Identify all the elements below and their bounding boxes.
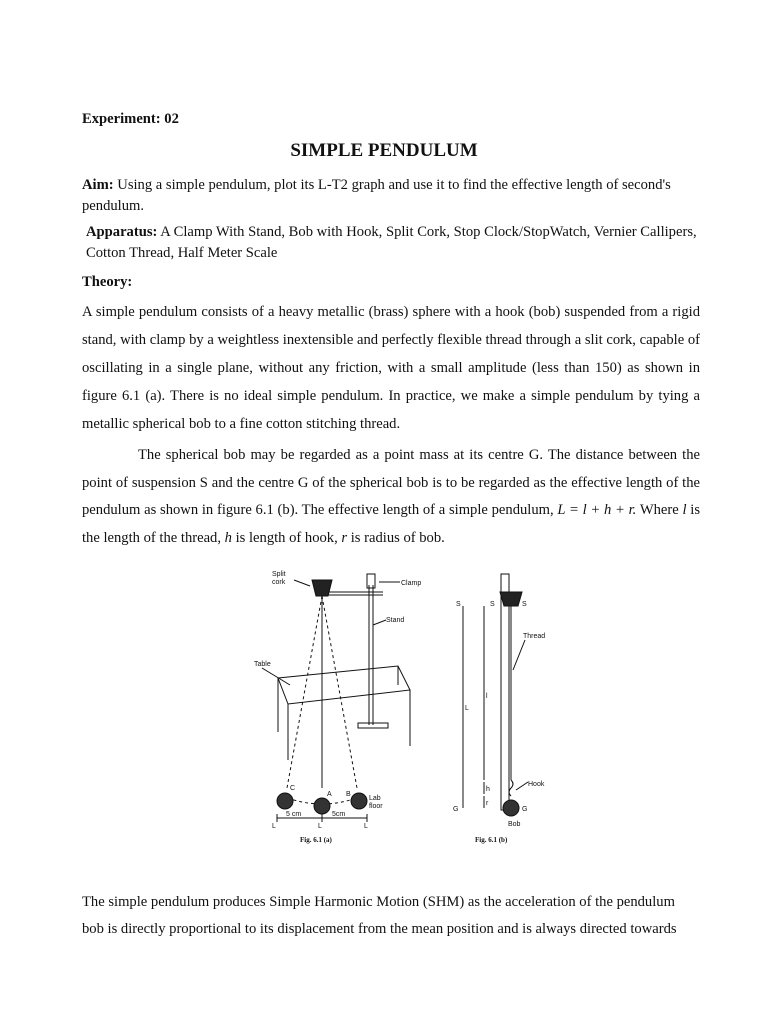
- label-c: C: [290, 785, 296, 792]
- label-s3: S: [522, 601, 527, 608]
- label-l1: L: [272, 823, 276, 830]
- para2-main: The spherical bob may be regarded as a point mass at its centre G. The distance between the point of suspension S and the centre G of the spherical bob is to be regarded as the effective length of the pendulum as shown in figure 6.1 (b). The effective length of a simple pendulum,: [82, 447, 700, 518]
- label-cork: cork: [272, 579, 286, 586]
- label-l2: L: [364, 823, 368, 830]
- label-table: Table: [254, 661, 271, 668]
- para2-l-desc: is the length of the thread,: [82, 502, 701, 546]
- bob-right: [351, 793, 367, 809]
- apparatus-text: A Clamp With Stand, Bob with Hook, Split Cork, Stop Clock/StopWatch, Vernier Callipers, Cotton Thread, Half Meter Scale: [86, 224, 697, 261]
- thread-left: [287, 596, 322, 788]
- thread-right: [322, 596, 357, 788]
- scale-bar: [501, 574, 509, 810]
- label-h: h: [486, 786, 490, 793]
- bob-left: [277, 793, 293, 809]
- label-g1: G: [453, 806, 459, 813]
- label-hook: Hook: [528, 781, 545, 788]
- cork-pointer: [294, 580, 310, 586]
- label-r: r: [486, 800, 489, 807]
- shm-paragraph: The simple pendulum produces Simple Harmonic Motion (SHM) as the acceleration of the pendulum bob is directly proportional to its displacement from the mean position and is always directed towards: [82, 894, 677, 937]
- cork-b: [500, 592, 522, 606]
- bob-b: [503, 800, 519, 816]
- apparatus-paragraph: [86, 222, 704, 264]
- caption-b: Fig. 6.1 (b): [475, 836, 508, 844]
- stand-pointer: [373, 620, 386, 625]
- table-pointer: [262, 668, 290, 685]
- experiment-number: Experiment: 02: [82, 111, 179, 127]
- label-l: L: [318, 823, 322, 830]
- page-title: SIMPLE PENDULUM: [290, 140, 478, 161]
- label-clamp: Clamp: [401, 580, 422, 587]
- label-lab: Lab: [369, 795, 381, 802]
- thread-pointer: [513, 640, 525, 670]
- para2-where: Where: [636, 502, 683, 518]
- caption-a: Fig. 6.1 (a): [300, 836, 332, 844]
- aim-text: Using a simple pendulum, plot its L-T2 graph and use it to find the effective length of second's pendulum.: [82, 177, 671, 214]
- theory-paragraph-2: [82, 442, 700, 552]
- aim-paragraph: [82, 175, 700, 217]
- theory-heading: Theory:: [82, 274, 133, 290]
- label-dist1: 5 cm: [286, 811, 302, 818]
- var-l: l: [682, 502, 687, 518]
- var-h: h: [224, 529, 232, 546]
- label-split: Split: [272, 571, 286, 578]
- label-floor: floor: [369, 803, 383, 810]
- label-dist2: 5cm: [332, 811, 346, 818]
- label-l-small: l: [486, 693, 488, 700]
- table-top: [278, 666, 410, 704]
- effective-length-formula: L = l + h + r.: [557, 502, 637, 518]
- label-s2: S: [490, 601, 495, 608]
- label-thread: Thread: [523, 633, 546, 640]
- hook-pointer: [516, 782, 528, 790]
- theory-paragraph-1: A simple pendulum consists of a heavy metallic (brass) sphere with a hook (bob) suspended from a rigid stand, with clamp by a weightless inextensible and perfectly flexible thread through a slit cork, capable of oscillating in a single plane, without any friction, with a small amplitude (less than 150) as shown in figure 6.1 (a). There is no ideal simple pendulum. In practice, we make a simple pendulum by tying a metallic spherical bob to a fine cotton stitching thread.: [82, 304, 700, 432]
- para2-r-desc: is radius of bob.: [347, 529, 445, 546]
- label-s1: S: [456, 601, 461, 608]
- var-r: r: [341, 529, 348, 546]
- clamp-block: [367, 574, 375, 588]
- bob-mean: [314, 798, 330, 814]
- para2-h-desc: is length of hook,: [231, 529, 342, 546]
- hook-b: [509, 780, 513, 796]
- label-g2: G: [522, 806, 528, 813]
- pendulum-figure: [250, 560, 580, 850]
- label-a: A: [327, 791, 332, 798]
- figure-a: [262, 574, 410, 822]
- aim-label: Aim:: [82, 177, 114, 193]
- apparatus-label: Apparatus:: [86, 224, 158, 240]
- split-cork: [312, 580, 332, 596]
- label-b: B: [346, 791, 351, 798]
- figure-b-labels: [453, 601, 545, 844]
- label-bob: Bob: [508, 821, 521, 828]
- label-L: L: [465, 705, 469, 712]
- label-stand: Stand: [386, 617, 405, 624]
- figure-b: [463, 574, 528, 816]
